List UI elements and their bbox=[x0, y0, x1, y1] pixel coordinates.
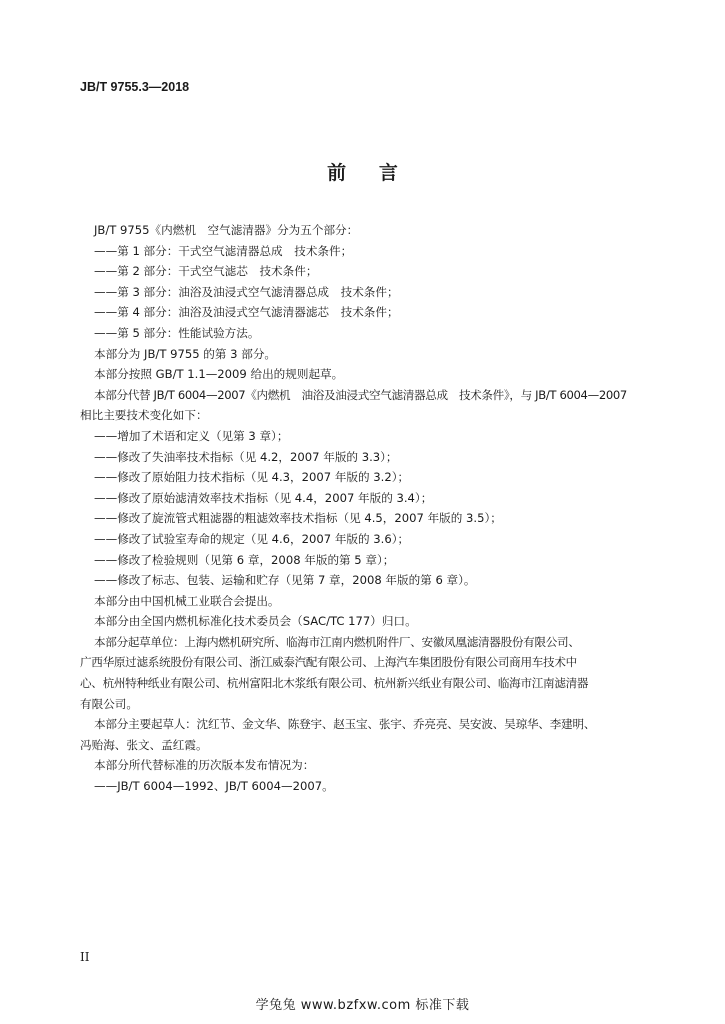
list-item: ——修改了失油率技术指标（见 4.2，2007 年版的 3.3）； bbox=[94, 449, 398, 464]
paragraph-line: 本部分由全国内燃机标准化技术委员会（SAC/TC 177）归口。 bbox=[94, 614, 417, 629]
list-item: ——修改了原始滤清效率技术指标（见 4.4，2007 年版的 3.4）； bbox=[94, 490, 433, 505]
list-item: ——第 4 部分：油浴及油浸式空气滤清器滤芯 技术条件； bbox=[94, 305, 399, 320]
paragraph-continuation: 有限公司。 bbox=[80, 696, 138, 711]
list-item: ——增加了术语和定义（见第 3 章）； bbox=[94, 428, 289, 443]
paragraph-line: 本部分按照 GB/T 1.1—2009 给出的规则起草。 bbox=[94, 367, 344, 382]
page-title bbox=[0, 158, 725, 185]
list-item: ——JB/T 6004—1992、JB/T 6004—2007。 bbox=[94, 779, 334, 794]
paragraph-continuation: 广西华原过滤系统股份有限公司、浙江威泰汽配有限公司、上海汽车集团股份有限公司商用车技术中 bbox=[80, 655, 577, 670]
foreword-body bbox=[80, 220, 654, 797]
list-item: ——第 5 部分：性能试验方法。 bbox=[94, 325, 260, 340]
site-watermark-text: 学兔兔 www.bzfxw.com 标准下载 bbox=[255, 998, 470, 1013]
list-item: ——第 1 部分：干式空气滤清器总成 技术条件； bbox=[94, 243, 353, 258]
paragraph-line: 本部分起草单位：上海内燃机研究所、临海市江南内燃机附件厂、安徽凤凰滤清器股份有限公司、 bbox=[94, 634, 580, 649]
paragraph-continuation: 相比主要技术变化如下： bbox=[80, 408, 208, 423]
list-item: ——第 3 部分：油浴及油浸式空气滤清器总成 技术条件； bbox=[94, 284, 399, 299]
list-item: ——第 2 部分：干式空气滤芯 技术条件； bbox=[94, 264, 318, 279]
list-item: ——修改了检验规则（见第 6 章，2008 年版的第 5 章）； bbox=[94, 552, 395, 567]
paragraph-line: 本部分代替 JB/T 6004—2007《内燃机 油浴及油浸式空气滤清器总成 技术条件》，与 JB/T 6004—2007 bbox=[94, 387, 627, 402]
title-char-1: 前 bbox=[327, 162, 347, 184]
title-char-2: 言 bbox=[378, 162, 398, 184]
paragraph-line: 本部分为 JB/T 9755 的第 3 部分。 bbox=[94, 346, 277, 361]
list-item: ——修改了旋流管式粗滤器的粗滤效率技术指标（见 4.5，2007 年版的 3.5）； bbox=[94, 511, 502, 526]
paragraph-line: 本部分主要起草人：沈红节、金文华、陈登宇、赵玉宝、张宇、乔亮亮、吴安波、吴琼华、李建明、 bbox=[94, 717, 596, 732]
paragraph-continuation: 心、杭州特种纸业有限公司、杭州富阳北木浆纸有限公司、杭州新兴纸业有限公司、临海市江南滤清器 bbox=[80, 676, 589, 691]
page-number: II bbox=[80, 950, 90, 964]
list-item: ——修改了原始阻力技术指标（见 4.3，2007 年版的 3.2）； bbox=[94, 470, 410, 485]
paragraph-line: JB/T 9755《内燃机 空气滤清器》分为五个部分： bbox=[94, 223, 359, 237]
paragraph-line: 本部分由中国机械工业联合会提出。 bbox=[94, 593, 280, 608]
document-code: JB/T 9755.3—2018 bbox=[80, 80, 190, 94]
paragraph-line: 本部分所代替标准的历次版本发布情况为： bbox=[94, 758, 315, 773]
paragraph-continuation: 冯贻海、张文、孟红霞。 bbox=[80, 737, 208, 752]
list-item: ——修改了试验室寿命的规定（见 4.6，2007 年版的 3.6）； bbox=[94, 531, 410, 546]
list-item: ——修改了标志、包装、运输和贮存（见第 7 章，2008 年版的第 6 章）。 bbox=[94, 573, 476, 588]
